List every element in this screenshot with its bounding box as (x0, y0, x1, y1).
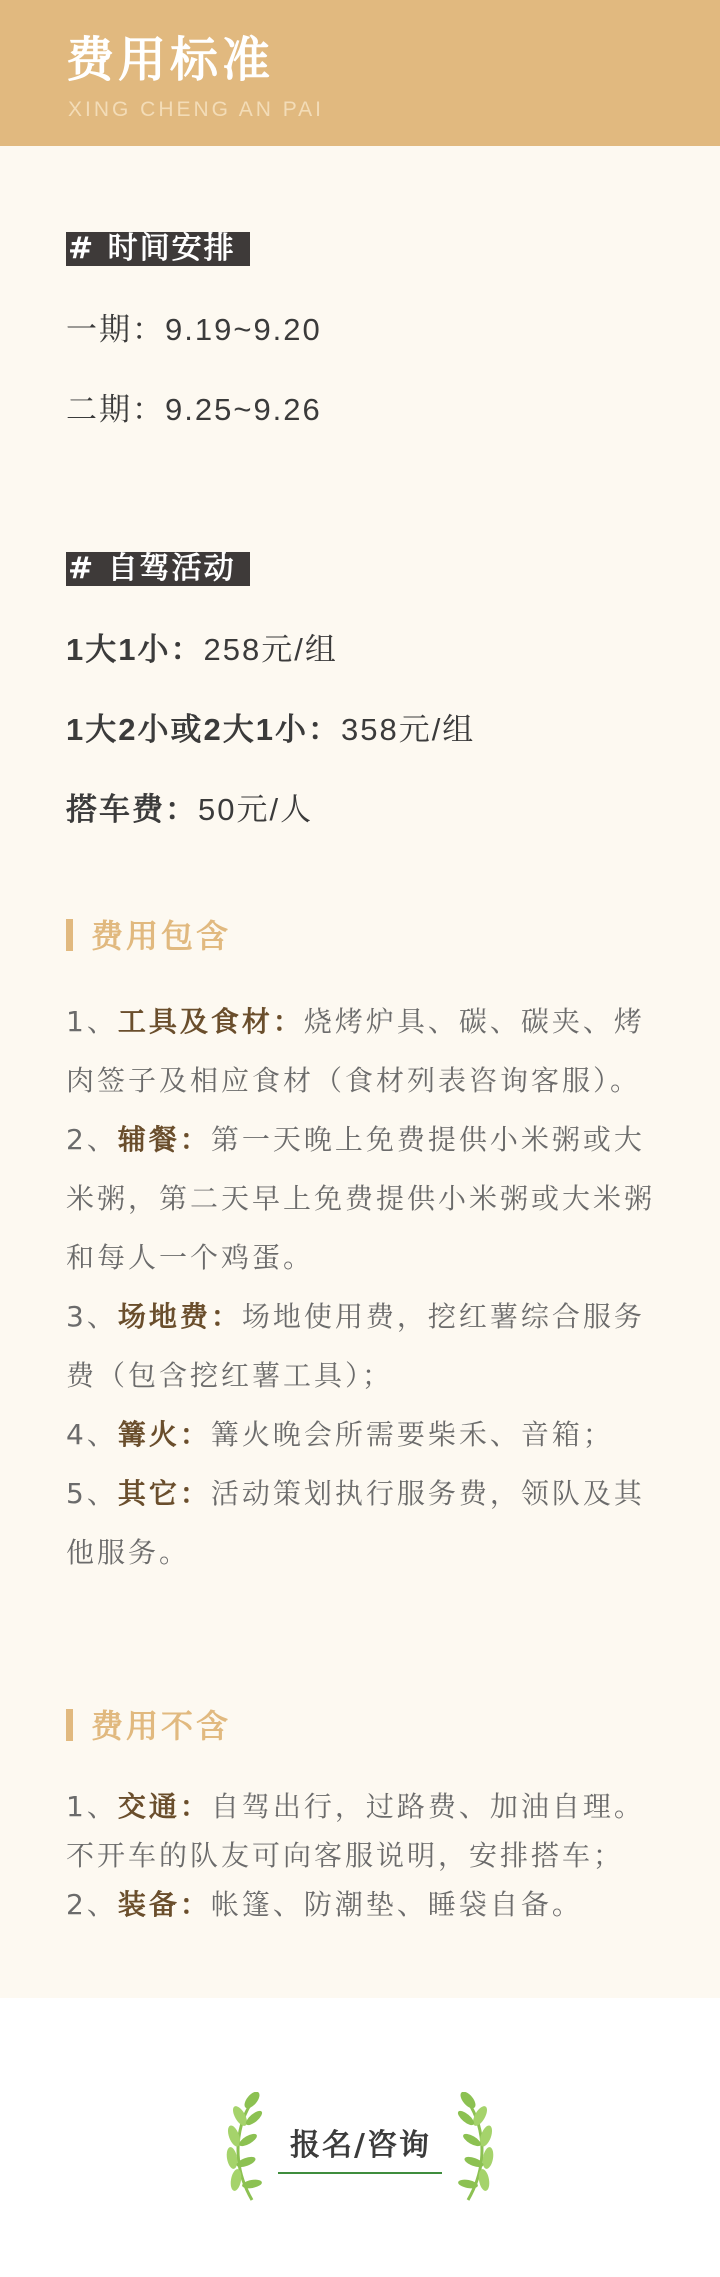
list-item: 1、交通：自驾出行，过路费、加油自理。不开车的队友可向客服说明，安排搭车； (66, 1790, 645, 1872)
section-bar (66, 919, 73, 951)
excluded-list (66, 1782, 666, 1929)
signup-consult-button[interactable]: 报名/咨询 (290, 2128, 431, 2163)
list-item: 1、工具及食材：烧烤炉具、碳、碳夹、烤肉签子及相应食材（食材列表咨询客服）。 (66, 1005, 645, 1097)
excluded-title-text: 费用不含 (91, 1707, 232, 1745)
included-list (66, 992, 666, 1582)
price-value: 50元/人 (198, 792, 314, 827)
page-title: 费用标准 (66, 32, 275, 88)
laurel-right-icon (448, 2092, 498, 2204)
list-item: 2、辅餐：第一天晚上免费提供小米粥或大米粥，第二天早上免费提供小米粥或大米粥和每人一个鸡蛋。 (66, 1123, 656, 1274)
laurel-left-icon (222, 2092, 272, 2204)
excluded-title (66, 1706, 231, 1746)
section-bar (66, 1709, 73, 1741)
price-value: 358元/组 (340, 712, 476, 747)
list-item: 3、场地费：场地使用费，挖红薯综合服务费（包含挖红薯工具）； (66, 1300, 645, 1392)
price-item (66, 710, 475, 750)
price-label: 1大2小或2大1小： (66, 712, 341, 747)
included-title (66, 916, 231, 956)
schedule-tag: # 时间安排 (66, 232, 250, 266)
page-subtitle: XING CHENG AN PAI (68, 98, 324, 121)
cta-underline (278, 2172, 442, 2174)
list-item: 2、装备：帐篷、防潮垫、睡袋自备。 (66, 1888, 583, 1921)
price-label: 1大1小： (66, 632, 204, 667)
schedule-item: 二期：9.25~9.26 (66, 392, 322, 427)
price-value: 258元/组 (203, 632, 338, 667)
price-item (66, 630, 338, 670)
schedule-item: 一期：9.19~9.20 (66, 312, 322, 347)
selfdrive-tag: # 自驾活动 (66, 552, 250, 586)
included-title-text: 费用包含 (91, 917, 232, 955)
price-item (66, 790, 313, 830)
page-header (0, 0, 720, 146)
price-label: 搭车费： (66, 792, 198, 827)
list-item: 4、篝火：篝火晚会所需要柴禾、音箱； (66, 1418, 614, 1451)
list-item: 5、其它：活动策划执行服务费，领队及其他服务。 (66, 1477, 645, 1569)
